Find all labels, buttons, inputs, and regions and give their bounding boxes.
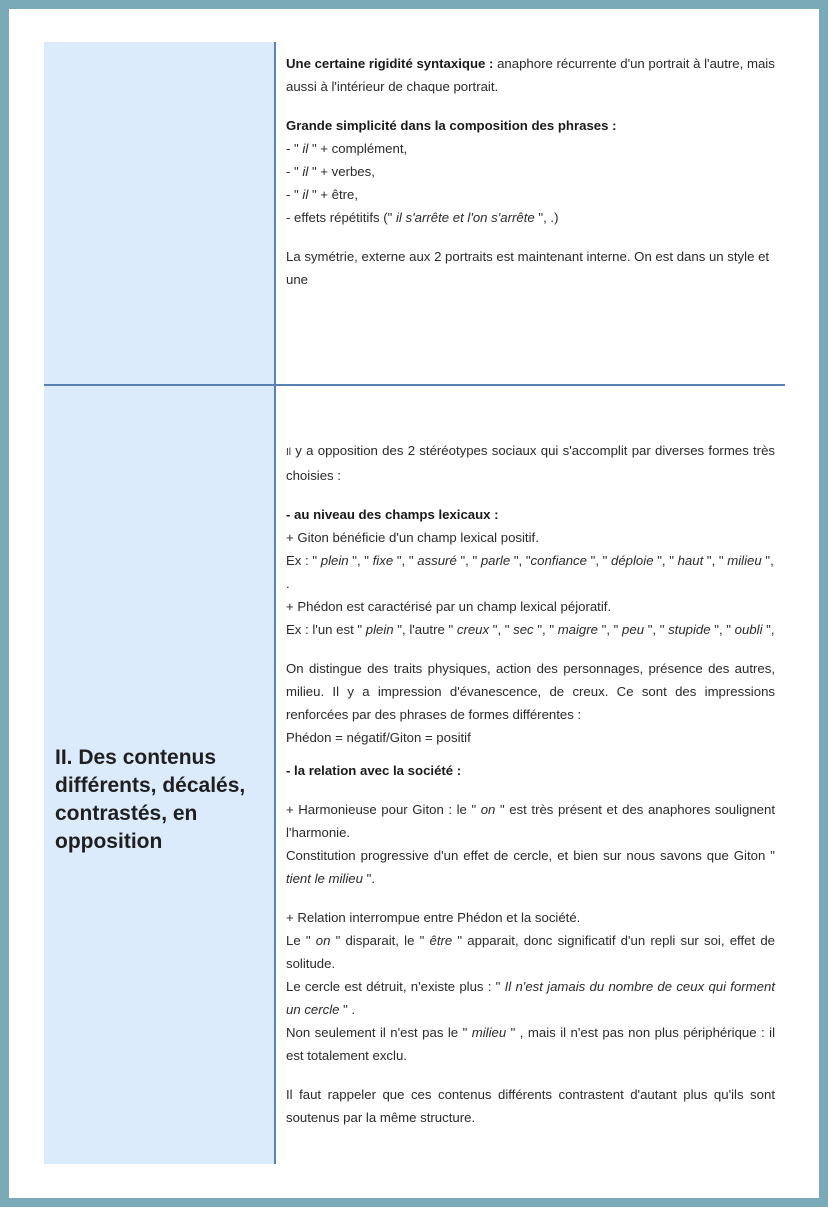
harmony-paragraph: + Harmonieuse pour Giton : le " on " est très présent et des anaphores soulignent l'harmonie. (286, 802, 775, 840)
page-frame-left (0, 0, 9, 1207)
relation-line: + Relation interrompue entre Phédon et la société. (286, 910, 581, 925)
page-frame-bottom (0, 1198, 828, 1207)
rigidity-text: anaphore récurrente d'un portrait à l'autre, mais aussi à l'intérieur de chaque portrait. (286, 56, 775, 94)
exclusion-paragraph: Non seulement il n'est pas le " milieu " , mais il n'est pas non plus périphérique : il est totalement exclu. (286, 1025, 776, 1063)
table-row-divider (44, 384, 785, 386)
distinguish-paragraph: On distingue des traits physiques, action des personnages, présence des autres, milieu. Il y a impression d'évanescence, de creux. Ce sont des impressions renforcées par des phrases de formes différentes : (286, 661, 775, 722)
table-column-divider (274, 42, 276, 1164)
list-item: - " il " + être, (286, 187, 359, 202)
cercle-paragraph: Le cercle est détruit, n'existe plus : " Il n'est jamais du nombre de ceux qui forment un cercle " . (286, 979, 776, 1017)
list-item: - " il " + complément, (286, 141, 408, 156)
solitude-paragraph: Le " on " disparait, le " être " apparait, donc significatif d'un repli sur soi, effet de solitude. (286, 933, 775, 971)
example-phedon: Ex : l'un est " plein ", l'autre " creux ", " sec ", " maigre ", " peu ", " stupide ", " oubli ", (286, 622, 775, 637)
circle-paragraph: Constitution progressive d'un effet de cercle, et bien sur nous savons que Giton " tient le milieu ". (286, 848, 775, 886)
section2-content (286, 439, 775, 1129)
rigidity-paragraph (286, 52, 775, 98)
equation-line: Phédon = négatif/Giton = positif (286, 730, 471, 745)
society-heading: - la relation avec la société : (286, 763, 462, 778)
section-title: II. Des contenus différents, décalés, contrastés, en opposition (55, 746, 246, 853)
phedon-lexical: + Phédon est caractérisé par un champ lexical péjoratif. (286, 599, 612, 614)
section1-content (286, 52, 775, 291)
list-item: - effets répétitifs (" il s'arrête et l'on s'arrête ", .) (286, 210, 559, 225)
page-frame-top (0, 0, 828, 9)
list-item: - " il " + verbes, (286, 164, 375, 179)
rigidity-heading: Une certaine rigidité syntaxique : (286, 56, 494, 71)
lexical-heading: - au niveau des champs lexicaux : (286, 507, 499, 522)
symmetry-paragraph: La symétrie, externe aux 2 portraits est maintenant interne. On est dans un style et une (286, 249, 770, 287)
intro-paragraph: Il y a opposition des 2 stéréotypes sociaux qui s'accomplit par diverses formes très choisies : (286, 443, 775, 483)
simplicity-heading: Grande simplicité dans la composition des phrases : (286, 118, 617, 133)
table-left-cell-top (44, 42, 274, 385)
page-frame-right (819, 0, 828, 1207)
giton-lexical: + Giton bénéficie d'un champ lexical positif. (286, 530, 539, 545)
conclusion-paragraph: Il faut rappeler que ces contenus différents contrastent d'autant plus qu'ils sont soutenus par la même structure. (286, 1087, 775, 1125)
example-giton: Ex : " plein ", " fixe ", " assuré ", " parle ", "confiance ", " déploie ", " haut ", " milieu ", . (286, 553, 774, 591)
